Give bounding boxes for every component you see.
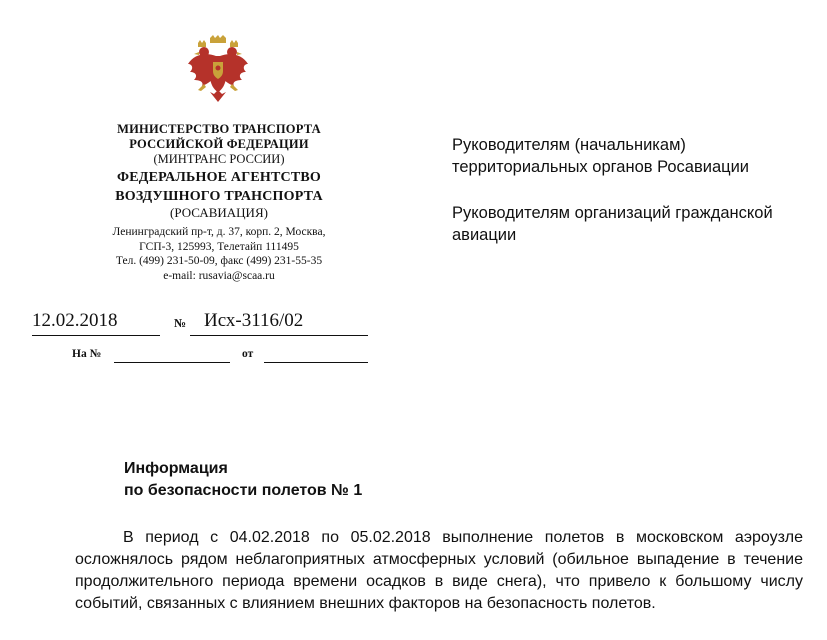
agency-short-name: (РОСАВИАЦИЯ): [170, 205, 268, 220]
ministry-name-line1: МИНИСТЕРСТВО ТРАНСПОРТА: [117, 122, 321, 136]
addressee-territorial-bodies: Руководителям (начальникам) территориальных органов Росавиации: [452, 136, 750, 176]
sender-block: [70, 122, 368, 283]
address-block: [70, 225, 368, 283]
agency-name-line2: ВОЗДУШНОГО ТРАНСПОРТА: [115, 189, 323, 204]
date-underline: [32, 335, 160, 336]
ref-date-blank: [264, 362, 368, 363]
subject-subtitle: по безопасности полетов № 1: [124, 482, 363, 499]
coat-of-arms-icon: [186, 34, 250, 106]
address-line1: Ленинградский пр-т, д. 37, корп. 2, Москва,: [112, 226, 326, 238]
document-number: Исх-3116/02: [204, 310, 304, 331]
ministry-name-line2: РОССИЙСКОЙ ФЕДЕРАЦИИ: [129, 137, 309, 151]
document-subject: [124, 458, 362, 502]
ref-number-blank: [114, 362, 230, 363]
subject-title: Информация: [124, 460, 228, 477]
reference-line: [72, 348, 372, 366]
body-paragraph: В период с 04.02.2018 по 05.02.2018 выполнение полетов в московском аэроузле осложнялось рядом неблагоприятных атмосферных условий (обильное выпадение в течение продолжительного периода времени осадков в виде снега), что привело к большому числу событий, связанных с влиянием внешних факторов на безопасность полетов.: [75, 529, 803, 612]
agency-name-line1: ФЕДЕРАЛЬНОЕ АГЕНТСТВО: [117, 170, 321, 185]
ref-number-label: На №: [72, 348, 102, 360]
email-line: e-mail: rusavia@scaa.ru: [163, 269, 275, 282]
ref-date-label: от: [242, 348, 254, 360]
address-line2: ГСП-3, 125993, Телетайп 111495: [139, 240, 299, 253]
ministry-short-name: (МИНТРАНС РОССИИ): [153, 152, 285, 166]
document-date: 12.02.2018: [32, 310, 118, 331]
registration-line: [32, 310, 372, 336]
phone-line: Тел. (499) 231-50-09, факс (499) 231-55-35: [115, 255, 323, 267]
addressee-aviation-organizations: Руководителям организаций гражданской авиации: [452, 204, 773, 244]
number-underline: [190, 335, 368, 336]
number-label: №: [174, 316, 187, 330]
